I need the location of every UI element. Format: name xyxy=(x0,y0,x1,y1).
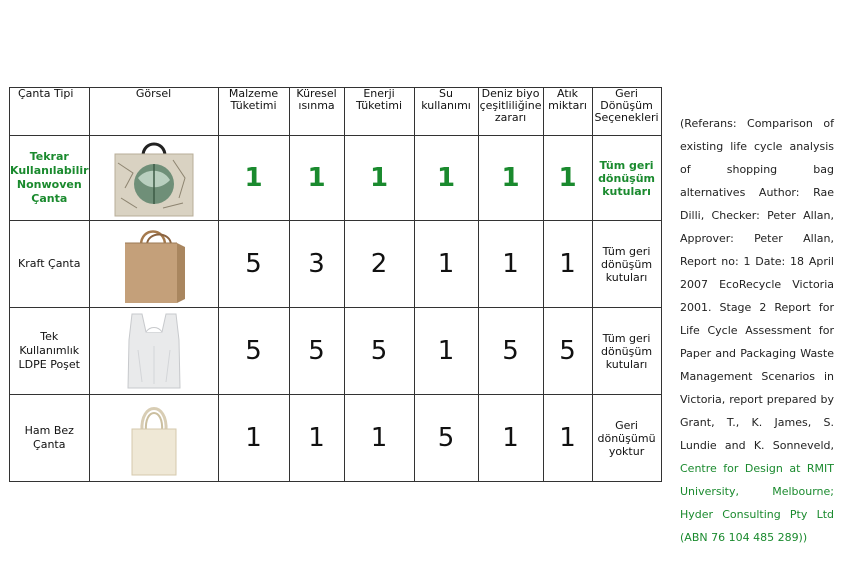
bag-image-cell xyxy=(89,221,218,308)
header-global-warming: Küresel ısınma xyxy=(289,88,344,136)
nonwoven-bag-icon xyxy=(113,138,195,218)
table-row xyxy=(10,136,662,221)
recycling-value: Geri dönüşümü yoktur xyxy=(592,395,661,482)
bag-name: Ham Bez Çanta xyxy=(10,395,90,482)
warming-value: 1 xyxy=(289,136,344,221)
material-value: 5 xyxy=(218,221,289,308)
recycling-value: Tüm geri dönüşüm kutuları xyxy=(592,221,661,308)
recycling-value: Tüm geri dönüşüm kutuları xyxy=(592,136,661,221)
header-image: Görsel xyxy=(89,88,218,136)
energy-value: 2 xyxy=(344,221,414,308)
waste-value: 5 xyxy=(543,308,592,395)
material-value: 1 xyxy=(218,136,289,221)
marine-value: 1 xyxy=(478,136,543,221)
waste-value: 1 xyxy=(543,221,592,308)
kraft-bag-icon xyxy=(119,223,189,305)
bag-image-cell xyxy=(89,308,218,395)
table-row xyxy=(10,308,662,395)
energy-value: 5 xyxy=(344,308,414,395)
bag-name: Tekrar Kullanılabilir Nonwoven Çanta xyxy=(10,136,90,221)
header-material: Malzeme Tüketimi xyxy=(218,88,289,136)
table-row xyxy=(10,395,662,482)
water-value: 1 xyxy=(414,136,478,221)
header-waste: Atık miktarı xyxy=(543,88,592,136)
reference-text: (Referans: Comparison of existing life cycle analysis of shopping bag alternatives Author: Rae Dilli, Checker: Peter Allan, Approver: Peter Allan, Report no: 1 Date: 18 April 2007 EcoRecycle Victoria 2001. Stage 2 Report for Life Cycle Assessment for Paper and Packaging Waste Management Scenarios in Victoria, report prepared by Grant, T., K. James, S. Lundie and K. Sonneveld, xyxy=(680,117,834,452)
header-marine: Deniz biyo çeşitliliğine zararı xyxy=(478,88,543,136)
canvas-bag-icon xyxy=(124,397,184,479)
header-water: Su kullanımı xyxy=(414,88,478,136)
plastic-bag-icon xyxy=(124,310,184,392)
waste-value: 1 xyxy=(543,136,592,221)
header-energy: Enerji Tüketimi xyxy=(344,88,414,136)
warming-value: 1 xyxy=(289,395,344,482)
energy-value: 1 xyxy=(344,395,414,482)
recycling-value: Tüm geri dönüşüm kutuları xyxy=(592,308,661,395)
bag-name: Kraft Çanta xyxy=(10,221,90,308)
warming-value: 5 xyxy=(289,308,344,395)
warming-value: 3 xyxy=(289,221,344,308)
bag-name: Tek Kullanımlık LDPE Poşet xyxy=(10,308,90,395)
marine-value: 1 xyxy=(478,221,543,308)
energy-value: 1 xyxy=(344,136,414,221)
water-value: 1 xyxy=(414,308,478,395)
water-value: 1 xyxy=(414,221,478,308)
bag-image-cell xyxy=(89,136,218,221)
marine-value: 1 xyxy=(478,395,543,482)
material-value: 1 xyxy=(218,395,289,482)
reference-note xyxy=(680,112,834,549)
water-value: 5 xyxy=(414,395,478,482)
waste-value: 1 xyxy=(543,395,592,482)
material-value: 5 xyxy=(218,308,289,395)
header-recycling: Geri Dönüşüm Seçenekleri xyxy=(592,88,661,136)
table-row xyxy=(10,221,662,308)
marine-value: 5 xyxy=(478,308,543,395)
reference-source: Centre for Design at RMIT University, Melbourne; Hyder Consulting Pty Ltd (ABN 76 104 485 289)) xyxy=(680,462,834,544)
header-bag-type: Çanta Tipi xyxy=(10,88,90,136)
bag-image-cell xyxy=(89,395,218,482)
comparison-table xyxy=(9,87,662,482)
header-row xyxy=(10,88,662,136)
